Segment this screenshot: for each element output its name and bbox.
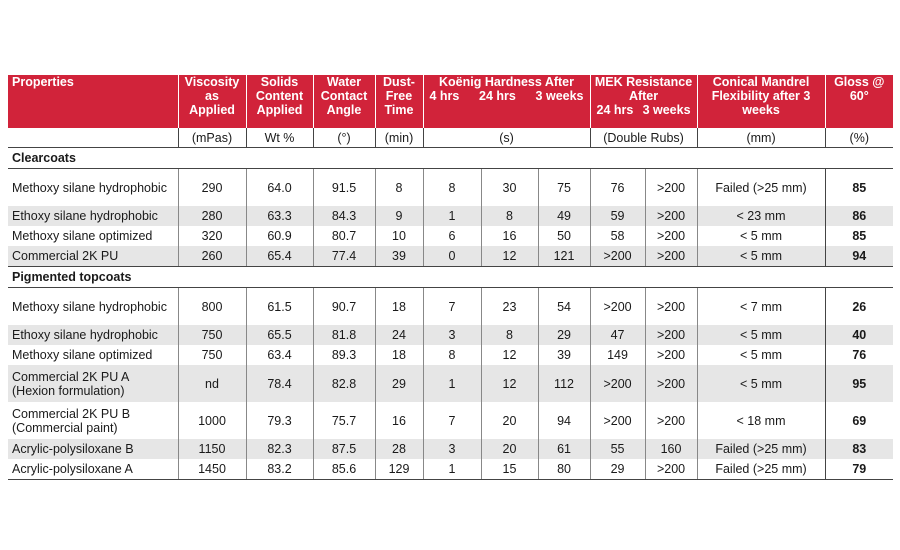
header-koenig-hardness — [423, 75, 590, 128]
cell-k24: 15 — [481, 459, 538, 480]
cell-k4: 3 — [423, 325, 481, 345]
section-title: Clearcoats — [8, 148, 893, 169]
cell-viscosity: 1450 — [178, 459, 246, 480]
header-gloss: Gloss @ 60° — [825, 75, 893, 128]
table-row — [8, 226, 893, 246]
cell-solids: 78.4 — [246, 365, 313, 402]
cell-name: Methoxy silane hydrophobic — [12, 180, 167, 195]
cell-k4: 7 — [423, 402, 481, 439]
section-header — [8, 148, 893, 169]
cell-dust: 28 — [375, 439, 423, 459]
cell-solids: 61.5 — [246, 288, 313, 326]
header-mandrel-flexibility: Conical Mandrel Flexibility after 3 weeks — [697, 75, 825, 128]
cell-m24: 47 — [590, 325, 645, 345]
cell-water: 85.6 — [313, 459, 375, 480]
cell-k3w: 121 — [538, 246, 590, 267]
cell-m24: 149 — [590, 345, 645, 365]
cell-k24: 8 — [481, 206, 538, 226]
cell-solids: 82.3 — [246, 439, 313, 459]
header-solids: Solids Content Applied — [246, 75, 313, 128]
cell-gloss: 83 — [825, 439, 893, 459]
cell-m24: 55 — [590, 439, 645, 459]
cell-mandrel: < 18 mm — [697, 402, 825, 439]
cell-gloss: 86 — [825, 206, 893, 226]
cell-name: Ethoxy silane hydrophobic — [8, 206, 178, 226]
cell-m24: >200 — [590, 365, 645, 402]
cell-mandrel: < 7 mm — [697, 288, 825, 326]
cell-dust: 129 — [375, 459, 423, 480]
cell-k3w: 49 — [538, 206, 590, 226]
header-properties: Properties — [8, 75, 178, 128]
cell-name: Methoxy silane optimized — [12, 348, 153, 362]
section-title: Pigmented topcoats — [8, 267, 893, 288]
cell-m24: 59 — [590, 206, 645, 226]
cell-water: 80.7 — [313, 226, 375, 246]
cell-k24: 30 — [481, 169, 538, 207]
cell-k24: 20 — [481, 402, 538, 439]
cell-m3w: 160 — [645, 439, 697, 459]
cell-m3w: >200 — [645, 169, 697, 207]
cell-mandrel: < 5 mm — [697, 365, 825, 402]
cell-k3w: 54 — [538, 288, 590, 326]
cell-mandrel: Failed (>25 mm) — [697, 169, 825, 207]
header-viscosity: Viscosity as Applied — [178, 75, 246, 128]
table-row — [8, 345, 893, 365]
unit-blank — [8, 128, 178, 148]
cell-m24: 76 — [590, 169, 645, 207]
cell-name: Acrylic-polysiloxane B — [8, 439, 178, 459]
cell-k3w: 50 — [538, 226, 590, 246]
cell-dust: 24 — [375, 325, 423, 345]
cell-dust: 8 — [375, 169, 423, 207]
cell-k3w: 94 — [538, 402, 590, 439]
cell-gloss: 94 — [825, 246, 893, 267]
cell-solids: 79.3 — [246, 402, 313, 439]
cell-viscosity: 320 — [178, 226, 246, 246]
cell-mandrel: < 23 mm — [697, 206, 825, 226]
cell-m24: >200 — [590, 402, 645, 439]
table-row — [8, 169, 893, 207]
cell-k4: 1 — [423, 365, 481, 402]
cell-dust: 10 — [375, 226, 423, 246]
table-row — [8, 459, 893, 480]
mek-title: MEK Resistance After — [594, 75, 693, 103]
cell-name: Commercial 2K PU B (Commercial paint) — [12, 406, 131, 435]
cell-solids: 83.2 — [246, 459, 313, 480]
cell-m3w: >200 — [645, 206, 697, 226]
cell-solids: 65.4 — [246, 246, 313, 267]
cell-m3w: >200 — [645, 402, 697, 439]
koenig-3w: 3 weeks — [535, 89, 584, 103]
cell-k4: 0 — [423, 246, 481, 267]
cell-k3w: 112 — [538, 365, 590, 402]
cell-k24: 16 — [481, 226, 538, 246]
cell-k24: 12 — [481, 345, 538, 365]
cell-k3w: 61 — [538, 439, 590, 459]
cell-m24: >200 — [590, 288, 645, 326]
header-dust-free-time: Dust-Free Time — [375, 75, 423, 128]
cell-gloss: 26 — [825, 288, 893, 326]
cell-water: 89.3 — [313, 345, 375, 365]
table-row — [8, 288, 893, 326]
cell-name: Methoxy silane optimized — [12, 229, 153, 243]
cell-mandrel: < 5 mm — [697, 325, 825, 345]
cell-water: 84.3 — [313, 206, 375, 226]
cell-dust: 9 — [375, 206, 423, 226]
unit-solids: Wt % — [246, 128, 313, 148]
unit-mek: (Double Rubs) — [590, 128, 697, 148]
cell-water: 77.4 — [313, 246, 375, 267]
table-row — [8, 325, 893, 345]
cell-water: 90.7 — [313, 288, 375, 326]
cell-mandrel: < 5 mm — [697, 345, 825, 365]
cell-solids: 63.3 — [246, 206, 313, 226]
cell-viscosity: 750 — [178, 325, 246, 345]
cell-k3w: 75 — [538, 169, 590, 207]
cell-viscosity: 800 — [178, 288, 246, 326]
unit-mandrel: (mm) — [697, 128, 825, 148]
table-row — [8, 206, 893, 226]
cell-gloss: 95 — [825, 365, 893, 402]
cell-k3w: 29 — [538, 325, 590, 345]
table-row — [8, 365, 893, 402]
unit-water: (°) — [313, 128, 375, 148]
cell-k4: 1 — [423, 459, 481, 480]
cell-gloss: 85 — [825, 169, 893, 207]
cell-m24: 29 — [590, 459, 645, 480]
cell-k24: 8 — [481, 325, 538, 345]
mek-3w: 3 weeks — [642, 103, 691, 117]
cell-k4: 8 — [423, 345, 481, 365]
cell-k3w: 39 — [538, 345, 590, 365]
cell-water: 87.5 — [313, 439, 375, 459]
header-water-contact-angle: Water Contact Angle — [313, 75, 375, 128]
cell-k24: 23 — [481, 288, 538, 326]
cell-k4: 8 — [423, 169, 481, 207]
cell-dust: 16 — [375, 402, 423, 439]
table-row — [8, 246, 893, 267]
cell-k24: 12 — [481, 365, 538, 402]
table-row — [8, 439, 893, 459]
cell-k24: 20 — [481, 439, 538, 459]
unit-koenig: (s) — [423, 128, 590, 148]
cell-mandrel: Failed (>25 mm) — [697, 459, 825, 480]
cell-m3w: >200 — [645, 325, 697, 345]
cell-dust: 39 — [375, 246, 423, 267]
koenig-24h: 24 hrs — [479, 89, 516, 103]
unit-gloss: (%) — [825, 128, 893, 148]
cell-gloss: 76 — [825, 345, 893, 365]
cell-m3w: >200 — [645, 345, 697, 365]
cell-m24: >200 — [590, 246, 645, 267]
cell-m3w: >200 — [645, 246, 697, 267]
cell-viscosity: 280 — [178, 206, 246, 226]
koenig-title: Koënig Hardness After — [439, 75, 574, 89]
cell-gloss: 85 — [825, 226, 893, 246]
cell-m3w: >200 — [645, 459, 697, 480]
cell-water: 91.5 — [313, 169, 375, 207]
cell-gloss: 69 — [825, 402, 893, 439]
cell-m3w: >200 — [645, 226, 697, 246]
section-header — [8, 267, 893, 288]
cell-dust: 29 — [375, 365, 423, 402]
cell-water: 75.7 — [313, 402, 375, 439]
cell-viscosity: nd — [178, 365, 246, 402]
cell-k4: 3 — [423, 439, 481, 459]
cell-gloss: 79 — [825, 459, 893, 480]
cell-dust: 18 — [375, 288, 423, 326]
cell-mandrel: < 5 mm — [697, 226, 825, 246]
table-row — [8, 402, 893, 439]
cell-m3w: >200 — [645, 288, 697, 326]
cell-k24: 12 — [481, 246, 538, 267]
unit-dust: (min) — [375, 128, 423, 148]
cell-name: Methoxy silane hydrophobic — [12, 299, 167, 314]
header-row — [8, 75, 893, 128]
cell-name: Ethoxy silane hydrophobic — [8, 325, 178, 345]
cell-water: 82.8 — [313, 365, 375, 402]
cell-solids: 60.9 — [246, 226, 313, 246]
cell-viscosity: 750 — [178, 345, 246, 365]
cell-k4: 1 — [423, 206, 481, 226]
cell-solids: 64.0 — [246, 169, 313, 207]
cell-m24: 58 — [590, 226, 645, 246]
cell-k4: 7 — [423, 288, 481, 326]
cell-k4: 6 — [423, 226, 481, 246]
cell-viscosity: 1150 — [178, 439, 246, 459]
cell-mandrel: < 5 mm — [697, 246, 825, 267]
header-mek-resistance — [590, 75, 697, 128]
cell-k3w: 80 — [538, 459, 590, 480]
koenig-4h: 4 hrs — [429, 89, 460, 103]
cell-m3w: >200 — [645, 365, 697, 402]
cell-mandrel: Failed (>25 mm) — [697, 439, 825, 459]
units-row — [8, 128, 893, 148]
cell-water: 81.8 — [313, 325, 375, 345]
mek-24h: 24 hrs — [596, 103, 634, 117]
cell-viscosity: 290 — [178, 169, 246, 207]
properties-table — [8, 75, 893, 480]
cell-viscosity: 260 — [178, 246, 246, 267]
cell-name: Commercial 2K PU — [8, 246, 178, 267]
cell-name: Acrylic-polysiloxane A — [8, 459, 178, 480]
cell-solids: 65.5 — [246, 325, 313, 345]
cell-solids: 63.4 — [246, 345, 313, 365]
cell-viscosity: 1000 — [178, 402, 246, 439]
cell-dust: 18 — [375, 345, 423, 365]
unit-viscosity: (mPas) — [178, 128, 246, 148]
cell-gloss: 40 — [825, 325, 893, 345]
cell-name: Commercial 2K PU A (Hexion formulation) — [8, 365, 178, 402]
